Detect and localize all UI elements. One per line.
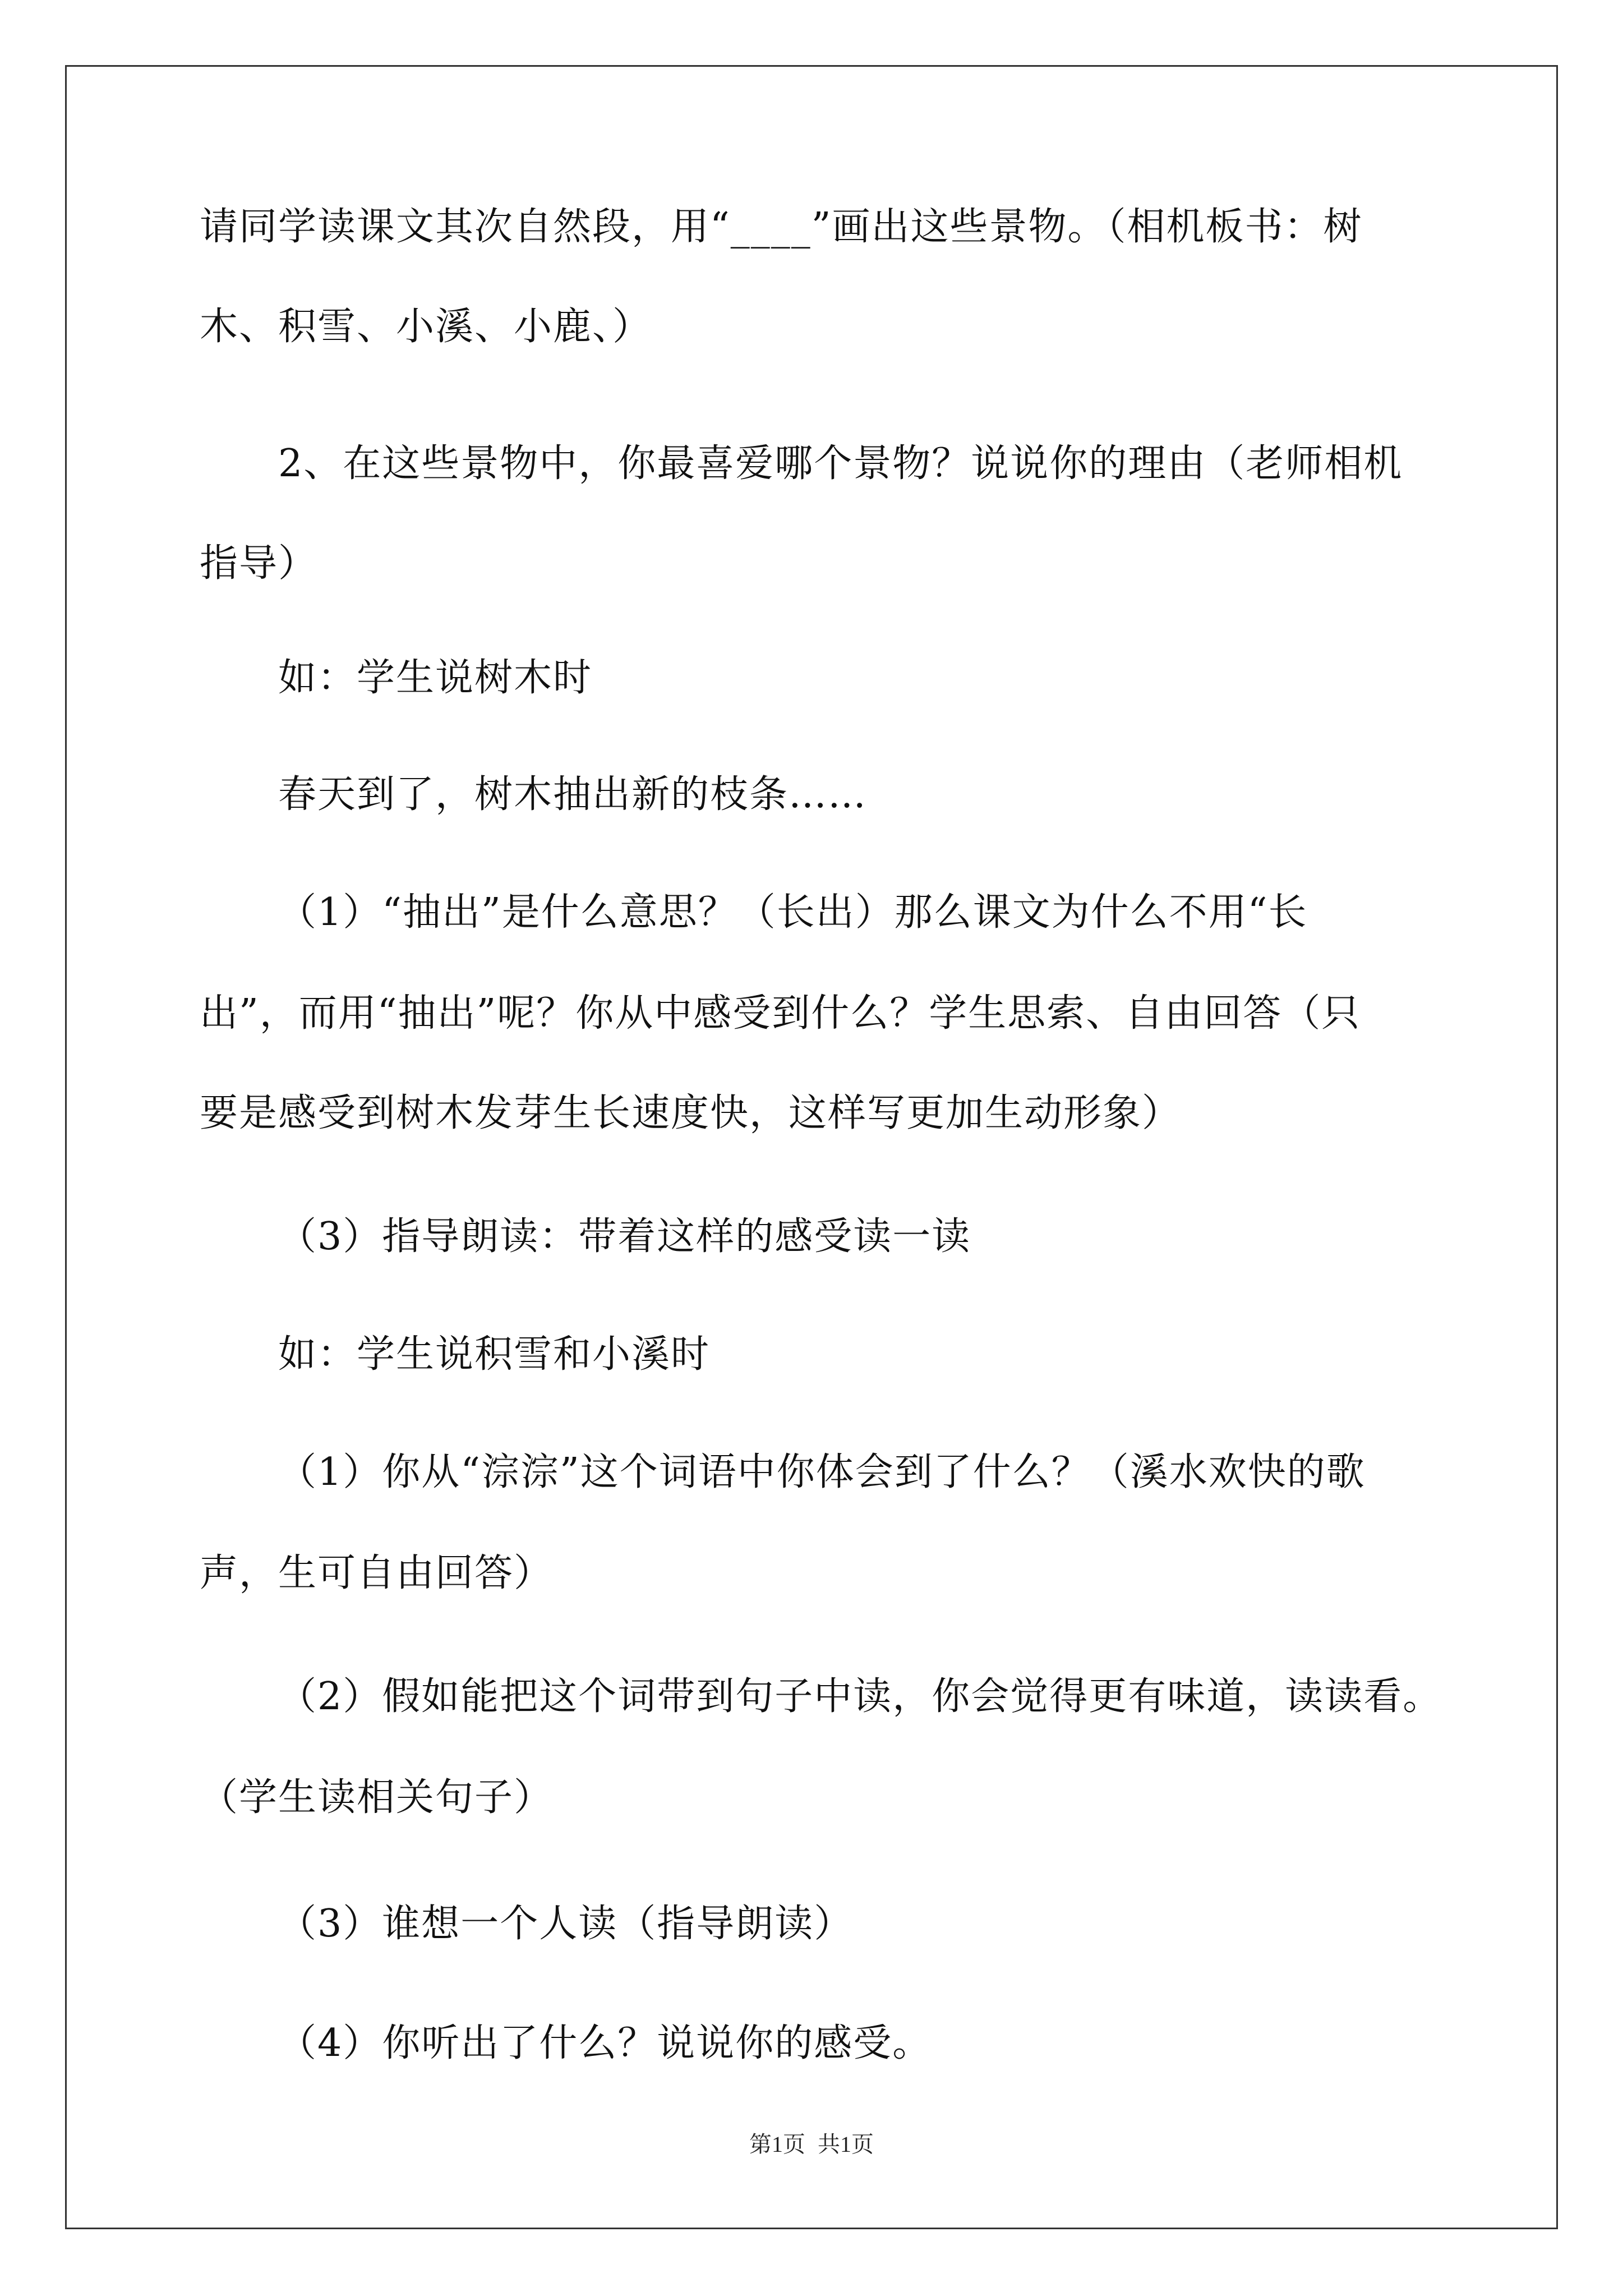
text-line: （1）你从“淙淙”这个词语中你体会到了什么？（溪水欢快的歌 — [278, 1450, 1366, 1494]
text-line: 声，生可自由回答） — [200, 1551, 554, 1595]
text-line: （学生读相关句子） — [200, 1775, 554, 1820]
text-line: （3）谁想一个人读（指导朗读） — [278, 1902, 854, 1946]
text-line: 指导） — [200, 541, 318, 586]
page-footer — [0, 2131, 1623, 2159]
text-line: 2、在这些景物中，你最喜爱哪个景物？说说你的理由（老师相机 — [278, 441, 1403, 486]
text-line: 请同学读课文其次自然段，用“____”画出这些景物。（相机板书：树 — [200, 205, 1363, 249]
page-number-current: 第1页 — [749, 2132, 805, 2157]
text-line: 要是感受到树木发芽生长速度快，这样写更加生动形象） — [200, 1091, 1182, 1135]
text-line: 木、积雪、小溪、小鹿、） — [200, 305, 652, 349]
page-number-total: 共1页 — [818, 2132, 874, 2157]
text-line: 春天到了，树木抽出新的枝条…… — [278, 772, 868, 817]
text-line: （2）假如能把这个词带到句子中读，你会觉得更有味道，读读看。 — [278, 1674, 1442, 1719]
text-line: 如：学生说积雪和小溪时 — [278, 1332, 711, 1377]
text-line: （4）你听出了什么？说说你的感受。 — [278, 2021, 932, 2065]
text-line: （3）指导朗读：带着这样的感受读一读 — [278, 1214, 971, 1259]
text-line: 如：学生说树木时 — [278, 656, 593, 700]
text-line: 出”，而用“抽出”呢？你从中感受到什么？学生思索、自由回答（只 — [200, 991, 1361, 1036]
text-line: （1）“抽出”是什么意思？（长出）那么课文为什么不用“长 — [278, 890, 1308, 935]
